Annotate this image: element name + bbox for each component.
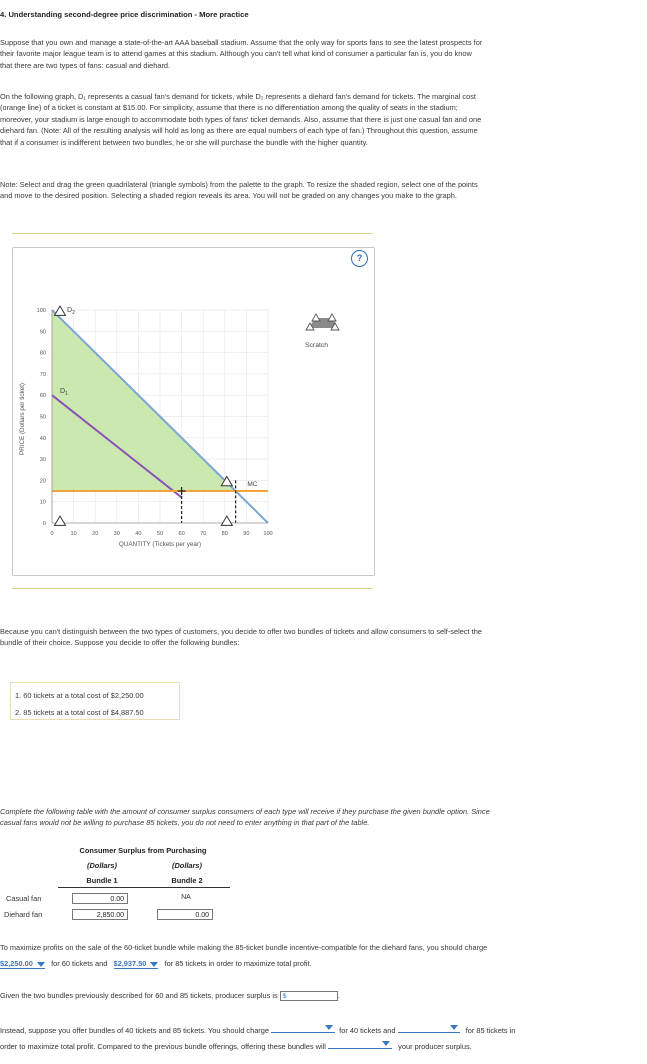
graph-desc-line: On the following graph, D₁ represents a casual fan's demand for tickets, while D₂ represents a diehard fan's demand for tickets. The marginal cost <box>0 92 476 101</box>
producer-surplus-input[interactable] <box>280 991 338 1001</box>
x-tick-label: 10 <box>70 531 77 537</box>
charge-85-dropdown[interactable] <box>114 959 159 969</box>
bundle-item: 2. 85 tickets at a total cost of $4,887.50 <box>15 708 144 717</box>
maximize-text-60: for 60 tickets and <box>51 959 108 968</box>
bundle-item: 1. 60 tickets at a total cost of $2,250.00 <box>15 691 144 700</box>
chevron-down-icon <box>450 1025 458 1030</box>
table-intro-line: casual fans would not be willing to purchase 85 tickets, you do not need to enter anything in that part of the table. <box>0 818 370 828</box>
surplus-change-dropdown[interactable] <box>328 1039 392 1049</box>
x-tick-label: 30 <box>113 531 120 537</box>
x-tick-label: 20 <box>92 531 99 537</box>
charge-40-dropdown[interactable] <box>271 1023 335 1033</box>
maximize-line-1 <box>0 942 605 953</box>
mc-label: MC <box>247 481 258 489</box>
y-axis-ticks <box>37 308 46 527</box>
x-tick-label: 70 <box>200 531 207 537</box>
producer-surplus-end: . <box>337 991 340 1000</box>
casual-bundle1-input[interactable]: 0.00 <box>72 893 128 904</box>
separator-top <box>12 233 373 234</box>
y-tick-label: 100 <box>36 308 46 314</box>
maximize-line-2 <box>0 958 312 969</box>
y-tick-label: 0 <box>42 521 46 527</box>
note-line: Note: Select and drag the green quadrilateral (triangle symbols) from the palette to the graph. To resize the shaded region, select one of the points <box>0 180 478 189</box>
table-intro-line: Complete the following table with the amount of consumer surplus consumers of each type will receive if they purchase the given bundle option. Since <box>0 807 490 816</box>
row-label-casual: Casual fan <box>6 894 42 903</box>
y-tick-label: 80 <box>39 350 46 357</box>
graph-desc-line: that if a consumer is indifferent between two bundles, he or she will purchase the bundle with the higher quantity. <box>0 137 368 147</box>
x-tick-label: 50 <box>156 531 164 537</box>
table-unit-1: (Dollars) <box>87 861 117 870</box>
instead-text-1b: for 40 tickets and <box>339 1026 396 1035</box>
note-paragraph <box>0 179 605 202</box>
table-header: Consumer Surplus from Purchasing <box>79 846 207 855</box>
graph-description <box>0 91 605 148</box>
handle-bottom-triangle-icon[interactable] <box>221 516 232 525</box>
y-axis-label: PRICE (Dollars per ticket) <box>19 382 26 456</box>
charge-60-dropdown[interactable] <box>0 959 45 969</box>
intro-line: that there are two types of fans: casual and diehard. <box>0 60 171 70</box>
charge-60-value: $2,250.00 <box>0 959 33 968</box>
maximize-text: To maximize profits on the sale of the 60-ticket bundle while making the 85-ticket bundle incentive-compatible for the diehard fans, you should charge <box>0 943 488 952</box>
row-label-diehard: Diehard fan <box>4 910 43 919</box>
instead-text-1a: Instead, suppose you offer bundles of 40 tickets and 85 tickets. You should charge <box>0 1026 269 1035</box>
table-intro <box>0 806 605 829</box>
diehard-bundle2-input[interactable]: 0.00 <box>157 909 213 920</box>
intro-line: Suppose that you own and manage a state-of-the-art AAA baseball stadium. Assume that the only way for sports fans to see the latest prospects for <box>0 38 483 47</box>
question-title: 4. Understanding second-degree price discrimination - More practice <box>0 10 249 19</box>
maximize-text-85: for 85 tickets in order to maximize total profit. <box>164 959 312 968</box>
chevron-down-icon <box>150 962 158 967</box>
y-tick-label: 40 <box>39 435 46 442</box>
instead-line-1 <box>0 1023 515 1036</box>
x-tick-label: 60 <box>178 531 185 537</box>
y-tick-label: 90 <box>39 329 46 336</box>
table-unit-2: (Dollars) <box>172 861 202 870</box>
producer-surplus-text: Given the two bundles previously described for 60 and 85 tickets, producer surplus is <box>0 991 278 1000</box>
handle-top-triangle-icon[interactable] <box>55 306 66 315</box>
col-header-bundle-1: Bundle 1 <box>86 876 118 885</box>
table-header-rule <box>58 887 230 888</box>
chevron-down-icon <box>325 1025 333 1030</box>
y-tick-label: 30 <box>39 457 46 464</box>
y-tick-label: 50 <box>39 414 46 421</box>
charge-85-value: $2,937.50 <box>113 959 147 968</box>
casual-bundle2-na: NA <box>181 894 191 901</box>
bundles-intro <box>0 626 605 649</box>
handle-origin-triangle-icon[interactable] <box>55 516 66 525</box>
intro-paragraph <box>0 37 605 71</box>
y-tick-label: 20 <box>39 478 46 485</box>
y-tick-label: 10 <box>39 499 46 506</box>
bundles-intro-line: bundle of their choice. Suppose you decide to offer the following bundles: <box>0 638 240 648</box>
x-axis-ticks <box>50 531 272 537</box>
y-tick-label: 60 <box>39 393 46 400</box>
help-icon[interactable]: ? <box>351 250 368 267</box>
chevron-down-icon <box>37 962 45 967</box>
col-header-bundle-2: Bundle 2 <box>171 876 203 885</box>
instead-line-2 <box>0 1039 472 1052</box>
x-tick-label: 0 <box>50 531 54 537</box>
instead-text-2a: order to maximize total profit. Compared to the previous bundle offerings, offering these bundles will <box>0 1042 326 1051</box>
x-tick-label: 80 <box>221 531 228 537</box>
producer-surplus-line <box>0 990 340 1001</box>
instead-text-2b: your producer surplus. <box>398 1042 472 1051</box>
x-axis-label: QUANTITY (Tickets per year) <box>118 541 202 548</box>
d2-label: $D_2$ <box>67 307 75 316</box>
diehard-bundle1-input[interactable]: 2,850.00 <box>72 909 128 920</box>
charge-85b-dropdown[interactable] <box>398 1023 460 1033</box>
note-line: and move to the desired position. Selecting a shaded region reveals its area. You will not be graded on any changes you make to the graph. <box>0 191 457 201</box>
bundles-intro-line: Because you can't distinguish between the two types of customers, you decide to offer two bundles of tickets and allow consumers to self-select the <box>0 627 482 636</box>
separator-bottom <box>12 588 373 589</box>
graph-desc-line: diehard fan. (Note: All of the resulting analysis will hold as long as there are equal numbers of each type of fan.) Throughout this question, assume <box>0 126 478 136</box>
intro-line: their favorite major league team is to attend games at this stadium. Although you can't tell what kind of consumer a particular fan is, you do know <box>0 49 472 59</box>
graph-canvas[interactable] <box>12 247 373 574</box>
dollar-prefix: $ <box>282 993 287 1001</box>
x-tick-label: 100 <box>263 531 273 537</box>
graph-desc-line: (orange line) of a ticket is constant at $15.00. For simplicity, assume that there is no differentiation among the quality of seats in the stadium; <box>0 103 458 113</box>
bundle-list <box>10 682 180 720</box>
y-tick-label: 70 <box>39 371 46 378</box>
palette-quadrilateral-icon[interactable] <box>306 314 339 330</box>
x-tick-label: 40 <box>135 531 142 537</box>
graph-desc-line: moreover, your stadium is large enough to accommodate both types of fans' ticket demands. Also, assume that there is just one casual fan and one <box>0 114 482 124</box>
d1-label: $D_1$ <box>60 388 68 398</box>
chevron-down-icon <box>382 1041 390 1046</box>
instead-text-1c: for 85 tickets in <box>465 1026 516 1035</box>
x-tick-label: 90 <box>243 531 250 537</box>
palette-scratch-label: Scratch <box>305 342 329 349</box>
